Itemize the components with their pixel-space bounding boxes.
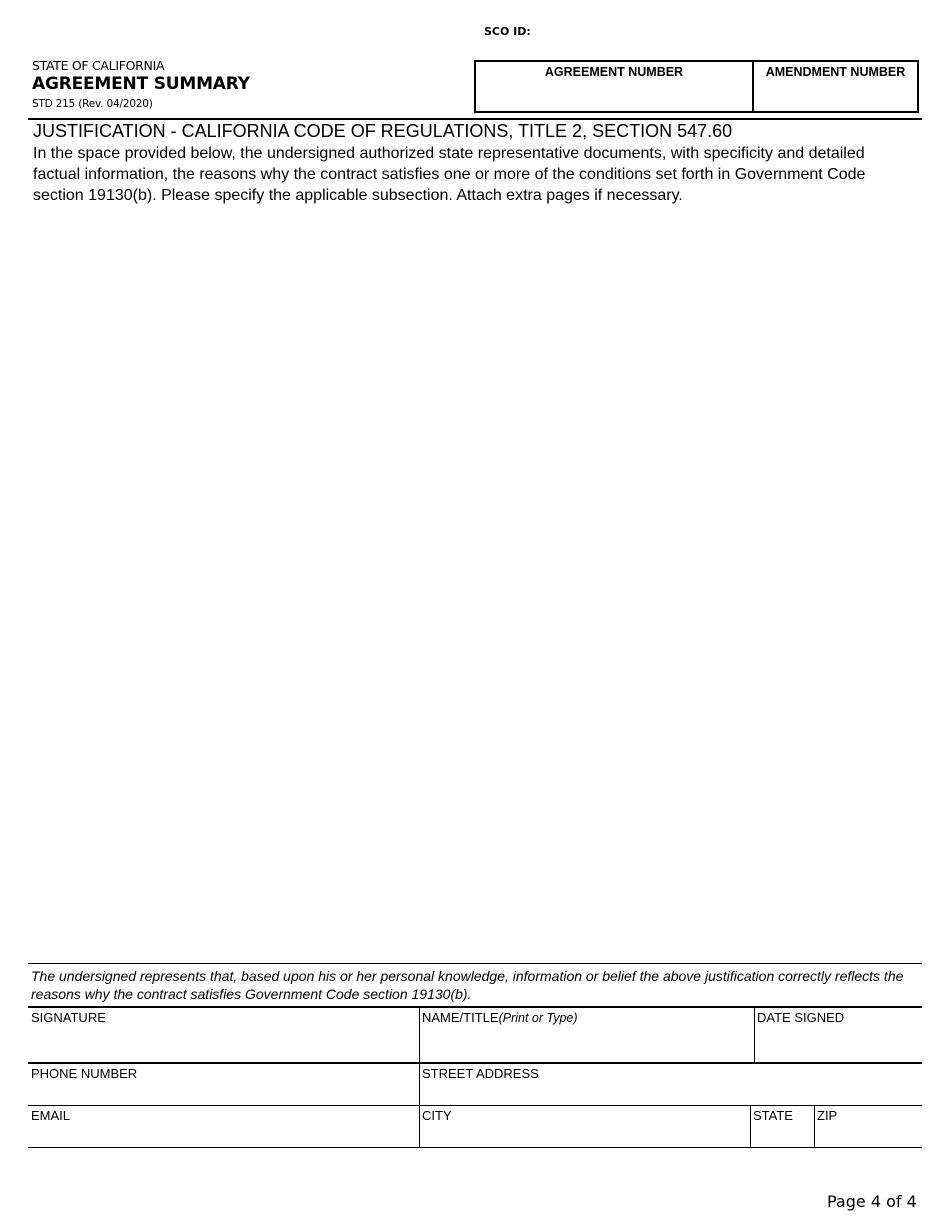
state-label: STATE [753, 1108, 793, 1123]
email-field[interactable] [28, 1106, 418, 1146]
grid-line [28, 1147, 922, 1148]
date-signed-field[interactable] [755, 1008, 921, 1061]
sco-id-label: SCO ID: [484, 25, 531, 38]
agreement-number-box [474, 60, 919, 113]
phone-number-label: PHONE NUMBER [31, 1066, 138, 1081]
justification-instructions: In the space provided below, the undersigned authorized state representative documents, with specificity and detailed factual information, the reasons why the contract satisfies one or more of the conditions set forth in Government Code section 19130(b). Please specify the applicable subsection. Attach extra pages if necessary. [33, 145, 866, 204]
signature-label: SIGNATURE [31, 1010, 106, 1025]
agreement-number-label: AGREEMENT NUMBER [544, 65, 684, 79]
state-field[interactable] [751, 1106, 813, 1146]
street-address-field[interactable] [420, 1064, 921, 1104]
form-number: STD 215 (Rev. 04/2020) [32, 98, 153, 110]
zip-field[interactable] [815, 1106, 921, 1146]
city-label: CITY [422, 1108, 452, 1123]
phone-number-field[interactable] [28, 1064, 418, 1104]
amendment-number-label: AMENDMENT NUMBER [765, 65, 906, 79]
header-divider [28, 118, 922, 120]
city-field[interactable] [420, 1106, 749, 1146]
zip-label: ZIP [817, 1108, 838, 1123]
justification-heading: JUSTIFICATION - CALIFORNIA CODE OF REGULATIONS, TITLE 2, SECTION 547.60 [33, 121, 733, 141]
agreement-number-field[interactable] [476, 62, 754, 111]
name-title-field[interactable] [420, 1008, 753, 1061]
justification-text-area[interactable] [33, 210, 918, 955]
signature-field[interactable] [28, 1008, 418, 1061]
state-of-california: STATE OF CALIFORNIA [32, 58, 165, 73]
date-signed-label: DATE SIGNED [757, 1010, 845, 1025]
page-number: Page 4 of 4 [827, 1192, 917, 1211]
certification-statement: The undersigned represents that, based upon his or her personal knowledge, information or belief the above justification correctly reflects the reasons why the contract satisfies Government Code section 19130(b). [28, 963, 922, 1007]
form-title: AGREEMENT SUMMARY [32, 74, 250, 94]
email-label: EMAIL [31, 1108, 71, 1123]
street-address-label: STREET ADDRESS [422, 1066, 539, 1081]
name-title-label: NAME/TITLE(Print or Type) [422, 1010, 578, 1025]
amendment-number-field[interactable] [754, 62, 917, 114]
